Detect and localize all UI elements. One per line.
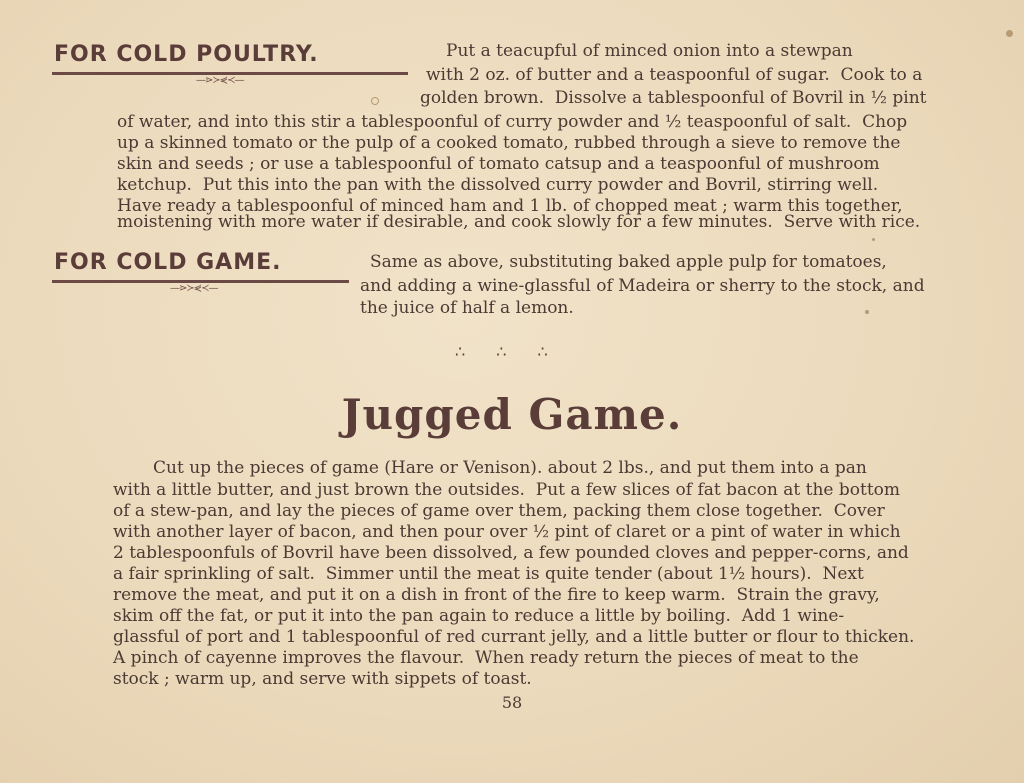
body-line-6: a fair sprinkling of salt. Simmer until the meat is quite tender (about 1½ hours). Next bbox=[113, 564, 864, 584]
poultry-line-8: Have ready a tablespoonful of minced ham and 1 lb. of chopped meat ; warm this together, bbox=[117, 196, 903, 216]
poultry-line-3: golden brown. Dissolve a tablespoonful of Bovril in ½ pint bbox=[420, 88, 927, 108]
body-line-2: with a little butter, and just brown the outsides. Put a few slices of fat bacon at the bottom bbox=[113, 480, 901, 500]
paper-speck bbox=[872, 238, 875, 241]
game-line-1: Same as above, substituting baked apple pulp for tomatoes, bbox=[370, 252, 887, 272]
body-line-3: of a stew-pan, and lay the pieces of game over them, packing them close together. Cover bbox=[113, 501, 885, 521]
poultry-line-2: with 2 oz. of butter and a teaspoonful of sugar. Cook to a bbox=[426, 65, 923, 85]
poultry-line-5: up a skinned tomato or the pulp of a cooked tomato, rubbed through a sieve to remove the bbox=[117, 133, 901, 153]
paper-speck bbox=[865, 310, 869, 314]
body-line-5: 2 tablespoonfuls of Bovril have been dissolved, a few pounded cloves and pepper-corns, and bbox=[113, 543, 909, 563]
body-line-1: Cut up the pieces of game (Hare or Venison). about 2 lbs., and put them into a pan bbox=[153, 458, 867, 478]
flourish-ornament: —⋗≻⋞≺— bbox=[170, 283, 218, 294]
paper-speck bbox=[1006, 30, 1013, 37]
body-line-4: with another layer of bacon, and then pour over ½ pint of claret or a pint of water in which bbox=[113, 522, 901, 542]
poultry-line-6: skin and seeds ; or use a tablespoonful of tomato catsup and a teaspoonful of mushroom bbox=[117, 154, 880, 174]
body-line-7: remove the meat, and put it on a dish in front of the fire to keep warm. Strain the gravy, bbox=[113, 585, 880, 605]
poultry-line-1: Put a teacupful of minced onion into a stewpan bbox=[446, 41, 853, 61]
body-line-9: glassful of port and 1 tablespoonful of red currant jelly, and a little butter or flour to thicken. bbox=[113, 627, 915, 647]
poultry-line-4: of water, and into this stir a tablespoonful of curry powder and ½ teaspoonful of salt. Chop bbox=[117, 112, 908, 132]
ink-speck bbox=[371, 97, 379, 105]
body-line-11: stock ; warm up, and serve with sippets of toast. bbox=[113, 669, 532, 689]
game-line-2: and adding a wine-glassful of Madeira or sherry to the stock, and bbox=[360, 276, 925, 296]
game-line-3: the juice of half a lemon. bbox=[360, 298, 574, 318]
flourish-ornament: —⋗≻⋞≺— bbox=[196, 75, 244, 86]
divider-ornament: ∴ ∴ ∴ bbox=[455, 342, 548, 361]
section-heading-cold-game: FOR COLD GAME. bbox=[54, 250, 282, 275]
section-heading-cold-poultry: FOR COLD POULTRY. bbox=[54, 42, 319, 67]
body-line-8: skim off the fat, or put it into the pan again to reduce a little by boiling. Add 1 wine- bbox=[113, 606, 845, 626]
poultry-line-7: ketchup. Put this into the pan with the dissolved curry powder and Bovril, stirring well. bbox=[117, 175, 879, 195]
poultry-line-9: moistening with more water if desirable, and cook slowly for a few minutes. Serve with rice. bbox=[117, 212, 921, 232]
body-line-10: A pinch of cayenne improves the flavour. When ready return the pieces of meat to the bbox=[113, 648, 859, 668]
recipe-title: Jugged Game. bbox=[341, 390, 683, 439]
page-number: 58 bbox=[501, 693, 523, 712]
